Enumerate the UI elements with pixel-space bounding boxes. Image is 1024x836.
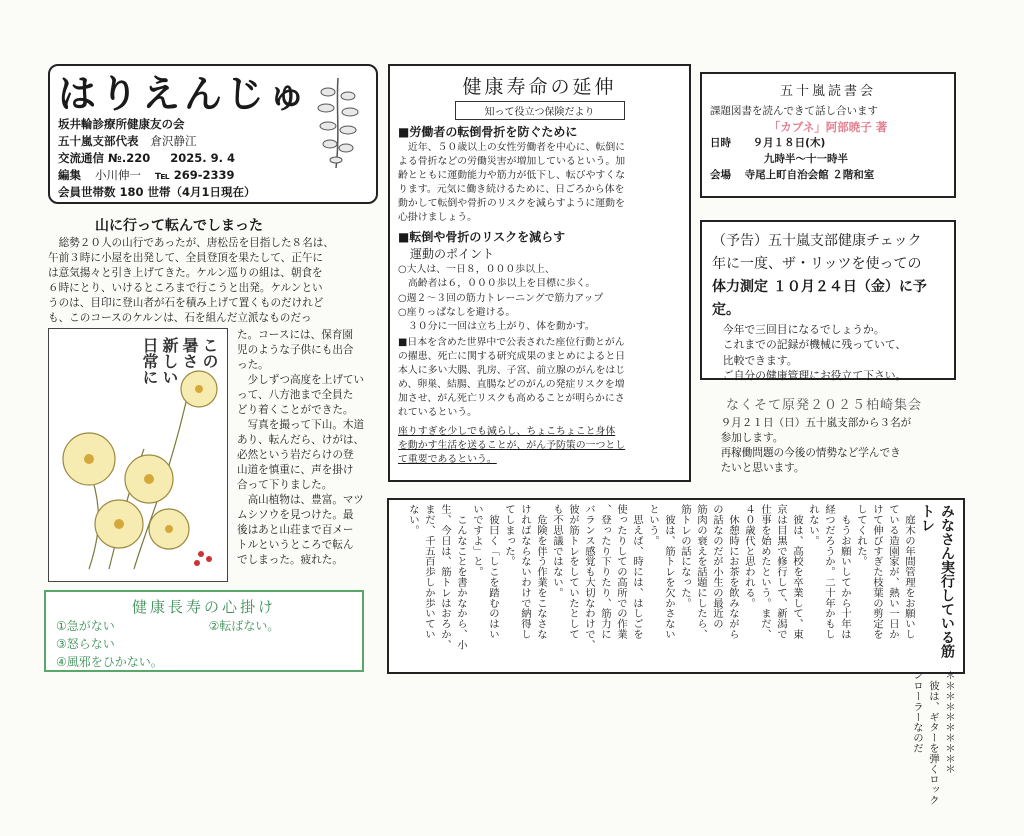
reading-club-title: 五十嵐読書会	[779, 84, 876, 99]
article-line: 合って下りました。	[237, 479, 333, 492]
essay-column: まだ、千五百歩しか歩いてい	[423, 504, 435, 640]
section-heading: ■労働者の転倒骨折を防ぐために	[398, 125, 578, 139]
section-body	[398, 141, 681, 225]
essay-column: 彼が筋トレをしていたとして	[567, 504, 579, 640]
text-line: 齢とともに運動能力や筋力が低下し、転びやすくな	[398, 170, 626, 182]
article-line: 必然という岩だらけの登	[237, 449, 354, 462]
reading-date-row	[710, 135, 946, 151]
article-line: でしまった。疲れた。	[237, 554, 343, 567]
essay-column: 筋肉の衰えを話題にしたら、	[695, 504, 707, 640]
essay-column: けて伸びすぎた枝葉の剪定を	[871, 504, 883, 640]
text-line: め、卵巣、結腸、直腸などのがんの発症リスクを増	[398, 378, 625, 390]
household-count: 会員世帯数 180 世帯（4月1日現在）	[58, 185, 256, 199]
essay-column: 休憩時にお茶を飲みながら	[727, 504, 739, 640]
text-line: 心掛けましょう。	[398, 212, 478, 224]
text-line: ○週２～３回の筋力トレーニングで筋力アップ	[398, 292, 604, 304]
date-label: 日時	[710, 137, 731, 149]
calligraphy-line: 暑さ	[180, 337, 199, 369]
text-line: ３０分に一回は立ち上がり、体を動かす。	[398, 320, 595, 332]
essay-column: 彼曰く「しこを踏むのはい	[487, 504, 499, 640]
article-line: あり、転んだら、けがは、	[237, 434, 365, 447]
issue-date: 2025. 9. 4	[170, 151, 235, 165]
essay-column: ない。	[407, 504, 419, 536]
essay-column: 仕事を始めたという。まだ、	[759, 504, 771, 640]
article-line: ムシソウを見つけた。最	[237, 509, 354, 522]
essay-column: 彼は、高校を卒業して、東	[791, 504, 803, 640]
essay-column: ＊＊＊＊＊＊＊＊＊＊	[943, 670, 955, 774]
rep-name: 倉沢静江	[150, 134, 197, 148]
section-body	[398, 263, 681, 333]
article-line: どり着くことができた。	[237, 404, 354, 417]
essay-column: 、登ったり下りたり、筋力に	[599, 504, 611, 640]
org-name: 坂井輪診療所健康友の会	[58, 117, 185, 131]
calligraphy-line: 日常に	[140, 337, 159, 385]
essay-column: 経つだろうか。二十年かもし	[823, 504, 835, 640]
reading-club-box	[700, 72, 956, 198]
text-line: 本人に多い大腸、乳房、子宮、前立腺のがんをはじ	[398, 364, 626, 376]
essay-column: 使ったりしての高所での作業	[615, 504, 627, 640]
article-line: 山道を慎重に、声を掛け	[237, 464, 354, 477]
essay-column: 庭木の年間管理をお願いし	[903, 504, 915, 640]
article-line: トルというところで転ん	[237, 539, 354, 552]
section-body	[398, 336, 681, 420]
mountain-article-title: 山に行って転んでしまった	[95, 218, 263, 234]
text-line: ります。元気に働き続けるために、日ごろから体を	[398, 184, 625, 196]
article-line: 写真を撮って下山。木道	[237, 419, 365, 432]
editor-tel: ℡ 269-2339	[155, 168, 235, 182]
text-line: 加させ、がん死亡リスクも高めることが明らかにさ	[398, 392, 625, 404]
mountain-article-body	[237, 328, 377, 569]
essay-column: も不思議ではない。	[551, 504, 563, 598]
article-line: った。	[237, 359, 269, 372]
branch-rep-label: 五十嵐支部代表	[58, 134, 139, 148]
calligraphy-line: この	[200, 337, 219, 369]
text-line: て重要であるという。	[398, 454, 497, 466]
text-line: ご自分の健康管理にお役立て下さい。	[712, 368, 907, 382]
nuclear-meeting-body	[710, 416, 960, 476]
text-line: これまでの記録が機械に残っていて、	[712, 338, 907, 352]
essay-column: 彼は、ギターを弾くロック	[927, 670, 939, 806]
text-line: 座りすぎを少しでも減らし、ちょこちょこと身体	[398, 426, 616, 438]
essay-column: ければならないわけで納得し	[519, 504, 531, 640]
health-subtitle: 知って役立つ保険だより	[455, 101, 625, 120]
muscle-training-essay	[387, 498, 965, 806]
text-line: 動かして転倒や骨折のリスクを減らすように運動を	[398, 198, 625, 210]
text-line: ○大人は、一日８，０００歩以上、	[398, 264, 555, 276]
health-article	[388, 64, 691, 482]
section-conclusion	[398, 425, 681, 467]
article-line: も、このコースのケルンは、石を組んだ立派なものだっ	[48, 312, 312, 325]
essay-column: ている造園家が、熱い一日か	[887, 504, 899, 640]
essay-column: てしまった。	[503, 504, 515, 567]
longevity-item: ②転ばない。	[208, 619, 280, 633]
reading-date: ９月１８日(木)	[752, 137, 826, 149]
text-line: よる骨折などの労働災害が増加しているという。加	[398, 156, 626, 168]
reading-book: 「カブネ」阿部暁子 著	[768, 120, 888, 134]
essay-column: 思えば、時には、はしごを	[631, 504, 643, 640]
article-line: 後はあと山荘まで百メー	[237, 524, 354, 537]
calligraphy-line: 新しい	[160, 337, 179, 385]
article-line: 少しずつ高度を上げてい	[237, 374, 365, 387]
article-line: は意気揚々と引き上げてきた。ケルン巡りの組は、朝食を	[48, 267, 323, 280]
article-line: って、八方池まで全員た	[237, 389, 354, 402]
essay-column: 筋トレの話になった。	[679, 504, 691, 608]
text-line: ■日本を含めた世界中で公表された座位行動とがん	[398, 336, 625, 348]
checkup-line: （予告）五十嵐支部健康チェック	[712, 233, 922, 249]
reading-venue-row	[710, 167, 946, 183]
essay-column: 生、今日は、筋トレはおろか、	[439, 504, 451, 650]
longevity-item: ③怒らない	[56, 637, 115, 651]
article-line: 総勢２０人の山行であったが、唐松岳を目指した８名は、	[48, 237, 334, 249]
essay-column: こんなことを書かなから、小	[455, 504, 467, 650]
article-line: 児のような子供にも出合	[237, 344, 354, 357]
longevity-item: ④風邪をひかない。	[56, 655, 163, 669]
venue-label: 会場	[710, 169, 731, 181]
essay-column: 彼は、筋トレを欠かさない	[663, 504, 675, 640]
text-line: の擢患、死亡に関する研究成果のまとめによると日	[398, 350, 626, 362]
checkup-line: 年に一度、ザ・リッツを使っての	[712, 256, 922, 272]
checkup-date: 体力測定 １０月２４日（金）に予定。	[712, 279, 927, 318]
essay-column: 京は目黒で修行して、新潟で	[775, 504, 787, 640]
health-title: 健康寿命の延伸	[462, 76, 617, 98]
longevity-item: ①急がない	[56, 619, 115, 633]
section-subheading: 運動のポイント	[398, 247, 495, 262]
article-line: 高山植物は、豊富。マツ	[237, 494, 364, 507]
essay-column: バランス感覚も大切なわけで、	[583, 504, 595, 650]
calligraphy-text	[139, 337, 219, 467]
section-heading: ■転倒や骨折のリスクを減らす	[398, 230, 566, 245]
text-line: たいと思います。	[710, 462, 805, 475]
longevity-row	[56, 617, 352, 635]
text-line: 近年、５０歳以上の女性労働者を中心に、転倒に	[398, 142, 626, 153]
essay-column: の話なのだが小生の最近の	[711, 504, 723, 629]
longevity-title: 健康長寿の心掛け	[131, 598, 276, 616]
article-line: うのは、目印に登山者が石を積み上げて置くものだけれど	[48, 297, 324, 310]
essay-column: れない。	[807, 504, 819, 546]
text-line: 高齢者は６，０００歩以上を目標に歩く。	[398, 278, 596, 290]
essay-column: もうお願いしてから十年は	[839, 504, 851, 640]
editor-label: 編集	[58, 168, 81, 182]
issue-number: 交流通信 №.220	[58, 151, 151, 165]
text-line: ９月２１日（日）五十嵐支部から３名が	[710, 417, 912, 429]
text-line: れているという。	[398, 407, 478, 418]
text-line: 比較できます。	[712, 353, 798, 367]
acacia-flower-icon	[306, 74, 370, 170]
text-line: 今年で三回目になるでしょうか。	[712, 323, 885, 336]
article-line: ６時にとり、いけるところまで行こうと出発。ケルンとい	[48, 282, 323, 295]
mountain-article-intro	[48, 236, 378, 326]
text-line: を動かす生活を送ることが、がん予防策の一つとし	[398, 440, 626, 452]
essay-title: みなさん実行している筋トレ	[919, 504, 955, 658]
newsletter-title: はりえんじゅ	[58, 71, 311, 116]
text-line: 参加します。	[710, 432, 784, 445]
essay-column: いですよ」と。	[471, 504, 483, 577]
reading-time: 九時半～十一時半	[764, 153, 848, 165]
masthead	[48, 64, 378, 204]
essay-column: という。	[647, 504, 659, 546]
editor-name: 小川伸一	[95, 168, 142, 182]
checkup-notes	[712, 322, 944, 383]
reading-venue: 寺尾上町自治会館 ２階和室	[744, 169, 875, 181]
essay-column: ンローラーなのだ	[911, 670, 923, 754]
longevity-tips-box	[44, 590, 364, 672]
article-line: た。コースには、保育園	[237, 329, 354, 341]
text-line: 再稼働問題の今後の情勢など学んでき	[710, 447, 901, 460]
flower-illustration	[48, 328, 228, 582]
essay-column: してくれた。	[855, 504, 867, 567]
text-line: ○座りっぱなしを避ける。	[398, 306, 516, 318]
essay-column: ４０歳代と思われる。	[743, 504, 755, 608]
essay-column: 危険を伴う作業をこなさな	[535, 504, 547, 640]
article-line: 午前３時に小屋を出発して、全員登頂を果たして、正午に	[48, 252, 324, 265]
nuclear-meeting-title: なくそて原発２０２５柏崎集会	[726, 398, 923, 413]
reading-desc: 課題図書を読んできて話し合います	[710, 105, 878, 117]
health-checkup-box	[700, 220, 956, 380]
